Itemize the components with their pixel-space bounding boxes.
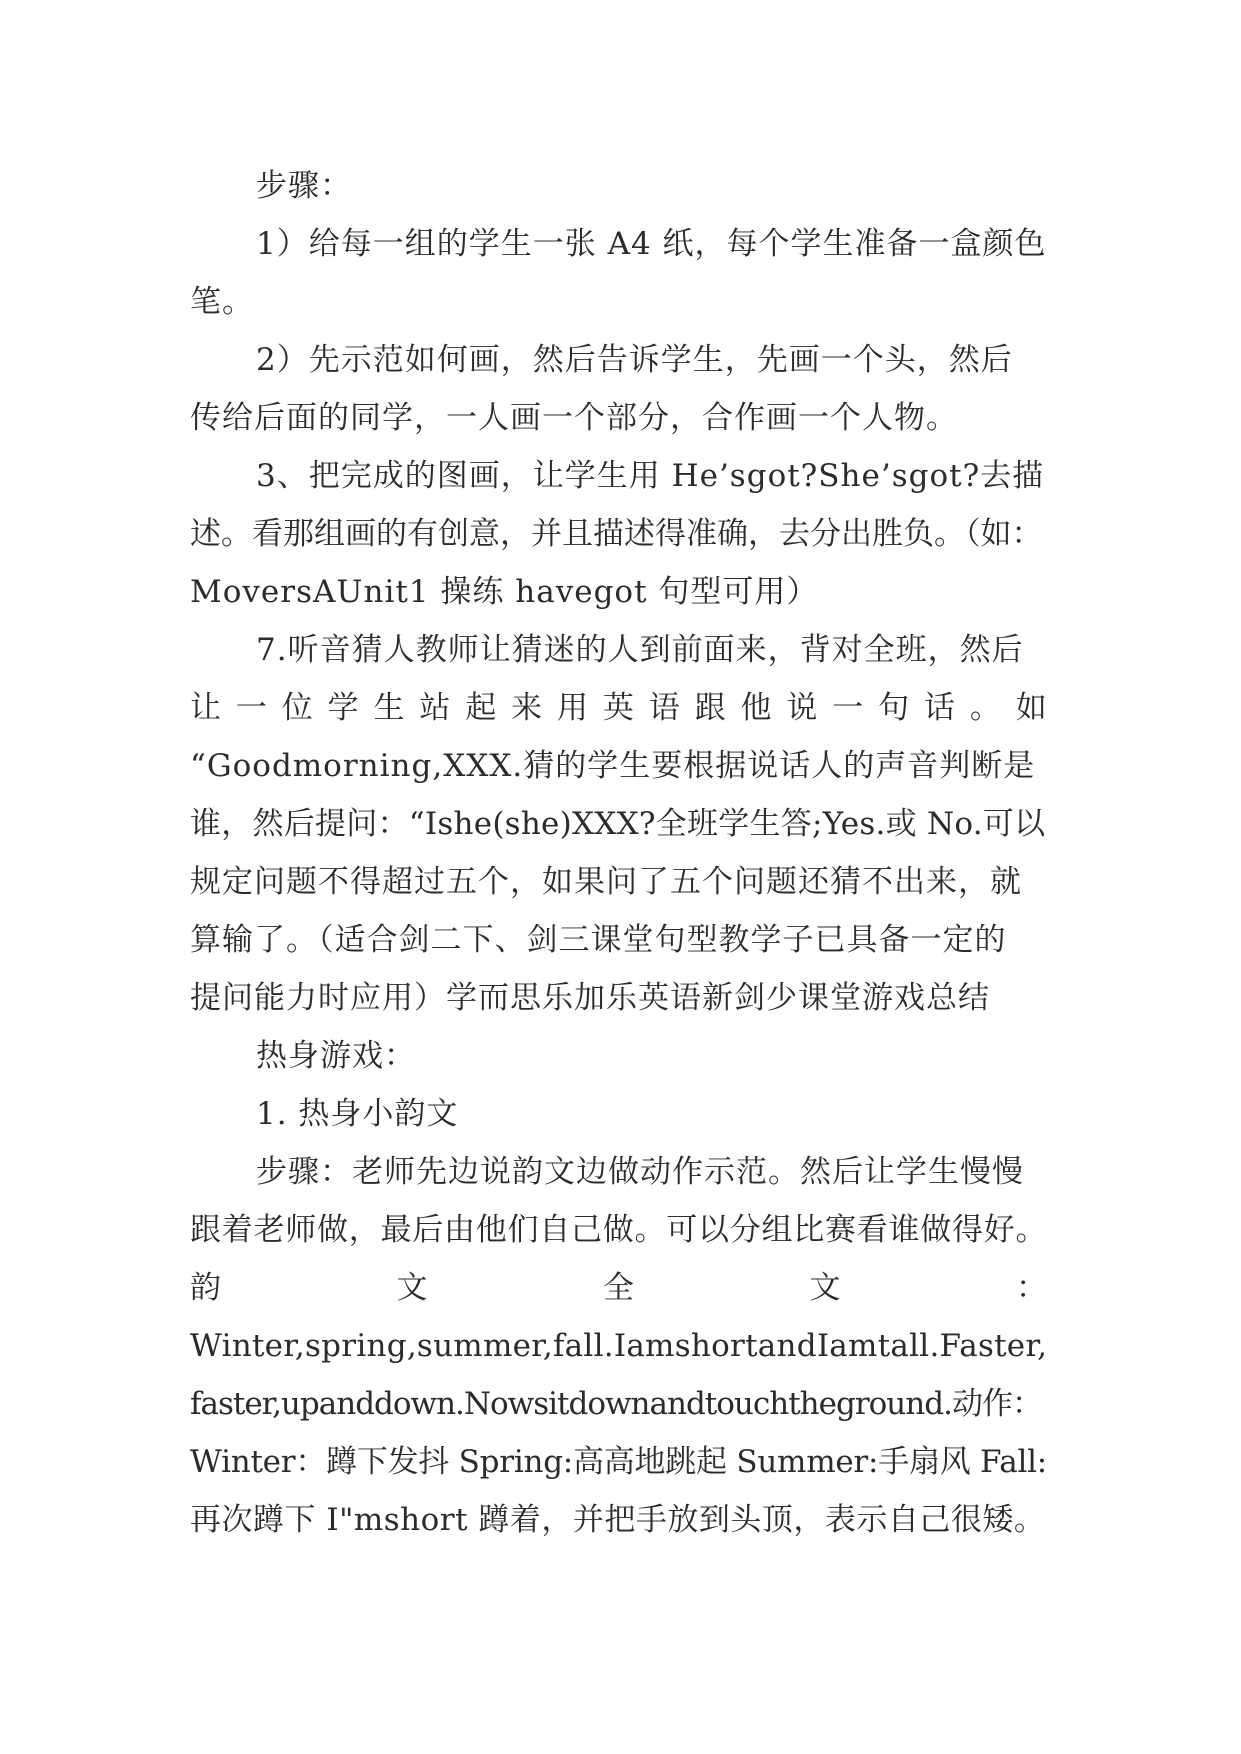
text-char: 句	[878, 690, 911, 726]
text-line: 规定问题不得超过五个，如果问了五个问题还猜不出来，就	[190, 864, 1022, 900]
text-line: 2）先示范如何画，然后告诉学生，先画一个头，然后	[256, 342, 1013, 378]
text-char: 如	[1015, 690, 1048, 726]
text-char: 用	[557, 690, 589, 726]
text-char: 起	[465, 690, 498, 726]
text-line: “Goodmorning,XXX.猜的学生要根据说话人的声音判断是	[190, 748, 1036, 784]
text-line: MoversAUnit1 操练 havegot 句型可用）	[190, 574, 819, 610]
text-line: 步骤：	[256, 168, 352, 204]
text-char: 话	[924, 690, 956, 726]
text-line: 步骤：老师先边说韵文边做动作示范。然后让学生慢慢	[256, 1154, 1024, 1190]
text-line: 7.听音猜人教师让猜迷的人到前面来，背对全班，然后	[256, 632, 1024, 668]
text-char: 文	[809, 1270, 842, 1306]
text-char: 说	[786, 690, 819, 726]
text-line: 谁，然后提问：“Ishe(she)XXX?全班学生答;Yes.或 No.可以	[190, 806, 1046, 842]
document-body	[190, 157, 1048, 1549]
text-line: 述。看那组画的有创意，并且描述得准确，去分出胜负。（如：	[190, 516, 1043, 552]
text-char: 站	[419, 690, 452, 726]
text-line: 传给后面的同学，一人画一个部分，合作画一个人物。	[190, 400, 958, 436]
text-char: 让	[190, 690, 222, 726]
text-char: 一	[832, 690, 865, 726]
text-line: faster,upanddown.Nowsitdownandtouchtheground.动作：	[190, 1386, 1042, 1422]
text-line: 提问能力时应用）学而思乐加乐英语新剑少课堂游戏总结	[190, 980, 990, 1016]
text-line: 1. 热身小韵文	[256, 1096, 459, 1132]
text-char: 位	[281, 690, 314, 726]
text-char: 文	[396, 1270, 429, 1306]
text-line: 再次蹲下 I"mshort 蹲着，并把手放到头顶，表示自己很矮。	[190, 1502, 1046, 1538]
text-char: 来	[511, 690, 544, 726]
text-line	[190, 1259, 1048, 1317]
text-line: 跟着老师做，最后由他们自己做。可以分组比赛看谁做得好。	[190, 1212, 1048, 1248]
text-char: 他	[740, 690, 773, 726]
text-char: 生	[373, 690, 406, 726]
text-line: 算输了。（适合剑二下、剑三课堂句型教学子已具备一定的	[190, 922, 1007, 958]
text-line: 3、把完成的图画，让学生用 He’sgot?She’sgot?去描	[256, 458, 1045, 494]
text-char: 语	[648, 690, 681, 726]
text-char: ：	[1016, 1270, 1048, 1306]
text-line: Winter：蹲下发抖 Spring:高高地跳起 Summer:手扇风 Fall:	[190, 1444, 1047, 1480]
text-line: 1）给每一组的学生一张 A4 纸，每个学生准备一盒颜色	[256, 226, 1047, 262]
text-line: 热身游戏：	[256, 1038, 416, 1074]
text-line: Winter,spring,summer,fall.IamshortandIamtall.Faster,	[190, 1328, 1048, 1364]
text-char: 一	[235, 690, 268, 726]
text-line: 笔。	[190, 284, 254, 320]
text-line	[190, 679, 1048, 737]
text-char: 韵	[190, 1270, 222, 1306]
text-char: 跟	[694, 690, 727, 726]
text-char: 。	[969, 690, 1002, 726]
text-char: 全	[603, 1270, 635, 1306]
text-char: 学	[327, 690, 360, 726]
text-char: 英	[602, 690, 635, 726]
